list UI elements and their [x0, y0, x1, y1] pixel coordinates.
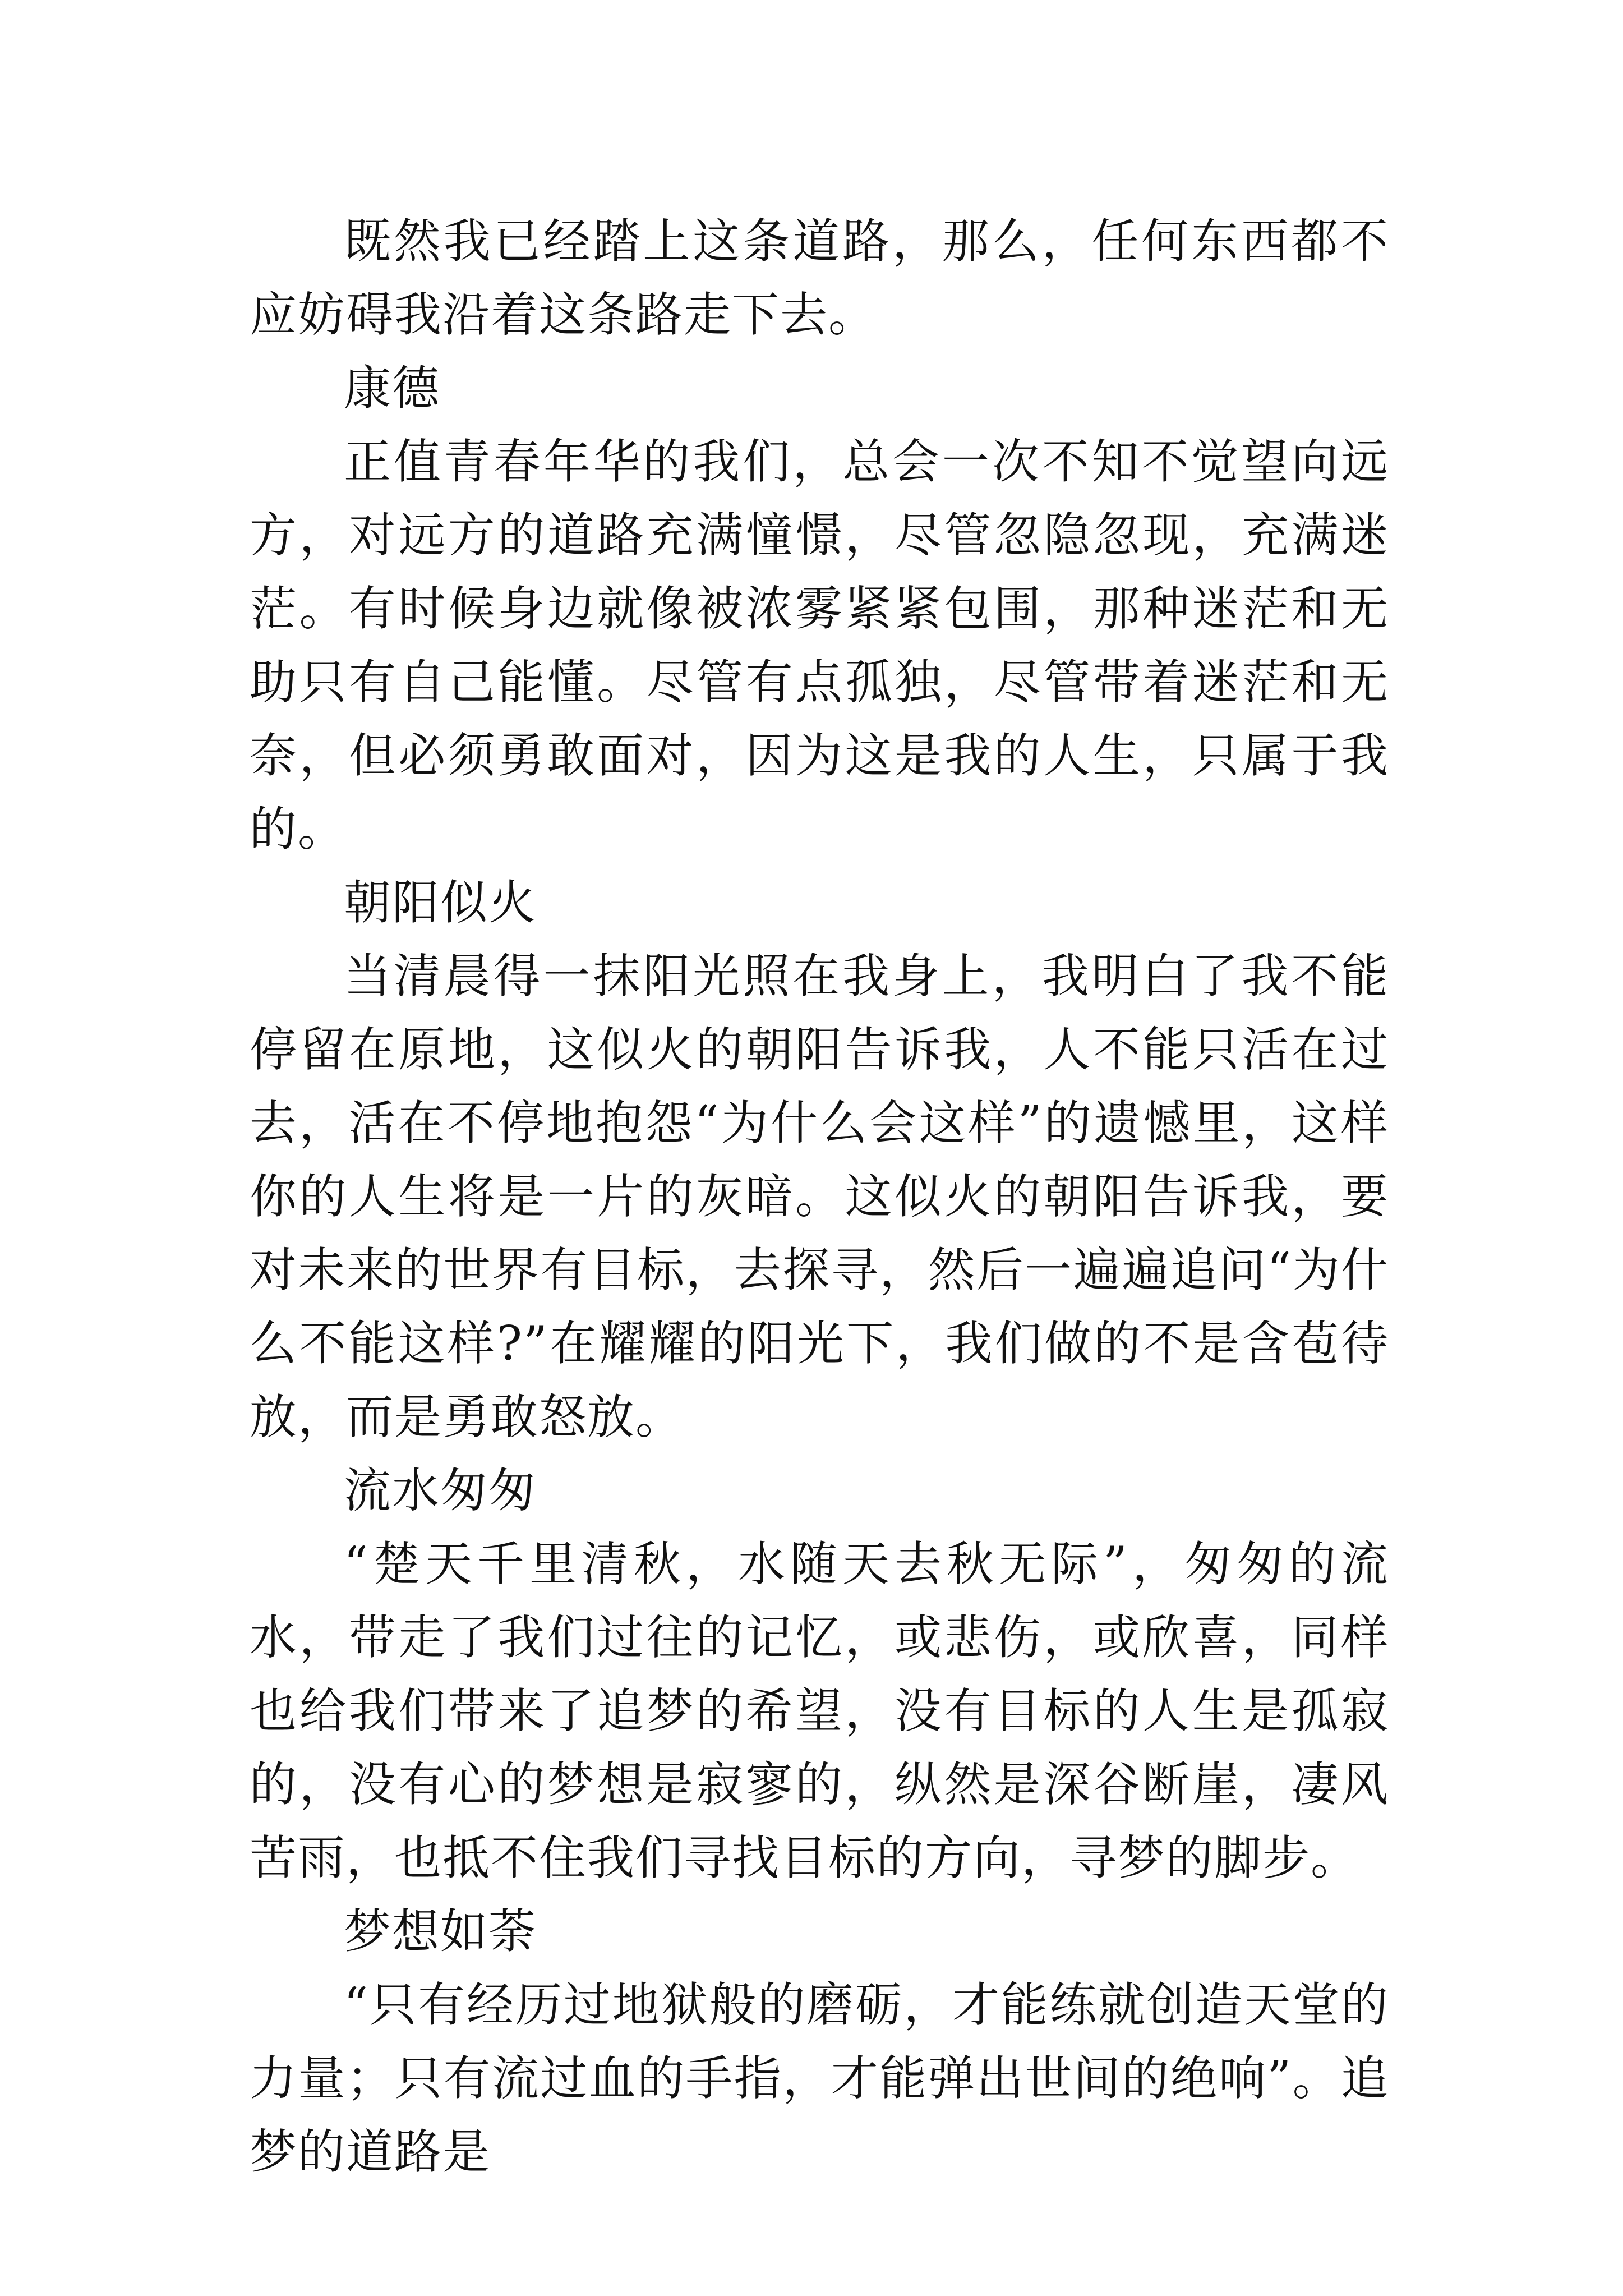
intro-paragraph: 正值青春年华的我们，总会一次不知不觉望向远方，对远方的道路充满憧憬，尽管忽隐忽现，充满迷茫。有时候身边就像被浓雾紧紧包围，那种迷茫和无助只有自己能懂。尽管有点孤独，尽管带着迷茫和无奈，但必须勇敢面对，因为这是我的人生，只属于我的。: [250, 434, 1389, 857]
quote-author: 康德: [344, 361, 441, 416]
section-heading-sunrise: 朝阳似火: [344, 875, 537, 930]
document-body: [250, 205, 1389, 2189]
water-paragraph: “楚天千里清秋，水随天去秋无际”，匆匆的流水，带走了我们过往的记忆，或悲伤，或欣喜，同样也给我们带来了追梦的希望，没有目标的人生是孤寂的，没有心的梦想是寂寥的，纵然是深谷断崖，凄风苦雨，也抵不住我们寻找目标的方向，寻梦的脚步。: [250, 1536, 1389, 1885]
quote-paragraph: 既然我已经踏上这条道路，那么，任何东西都不应妨碍我沿着这条路走下去。: [250, 214, 1389, 342]
section-heading-dream: 梦想如荼: [344, 1904, 537, 1959]
sunrise-paragraph: 当清晨得一抹阳光照在我身上，我明白了我不能停留在原地，这似火的朝阳告诉我，人不能只活在过去，活在不停地抱怨“为什么会这样”的遗憾里，这样你的人生将是一片的灰暗。这似火的朝阳告诉我，要对未来的世界有目标，去探寻，然后一遍遍追问“为什么不能这样?”在耀耀的阳光下，我们做的不是含苞待放，而是勇敢怒放。: [250, 949, 1389, 1444]
section-heading-water: 流水匆匆: [344, 1463, 537, 1518]
dream-paragraph: “只有经历过地狱般的磨砺，才能练就创造天堂的力量；只有流过血的手指，才能弹出世间的绝响”。追梦的道路是: [250, 1977, 1389, 2179]
